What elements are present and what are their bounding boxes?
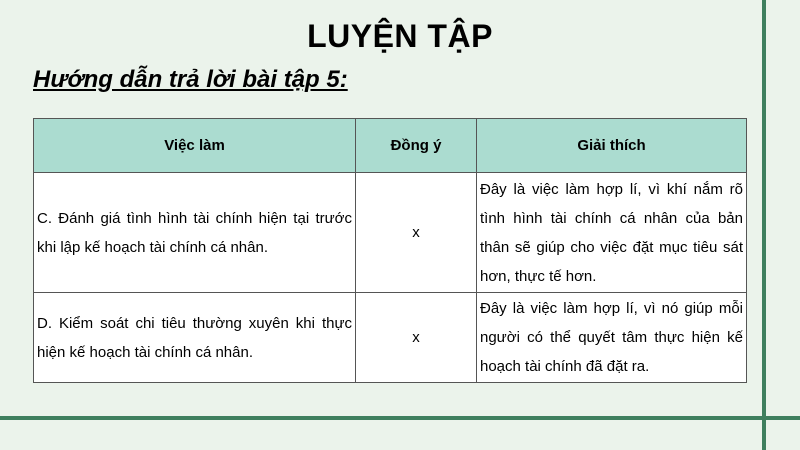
table-row (34, 293, 747, 383)
row-explanation: Đây là việc làm hợp lí, vì nó giúp mỗi người có thể quyết tâm thực hiện kế hoạch tài chính đã đặt ra. (477, 293, 747, 383)
row-agree-mark: x (356, 293, 477, 383)
row-agree-mark: x (356, 173, 477, 293)
header-explanation: Giải thích (477, 119, 747, 173)
table-header-row (34, 119, 747, 173)
exercise-subtitle: Hướng dẫn trả lời bài tập 5: (33, 66, 348, 93)
page-title: LUYỆN TẬP (307, 18, 493, 54)
row-action: D. Kiểm soát chi tiêu thường xuyên khi thực hiện kế hoạch tài chính cá nhân. (34, 293, 356, 383)
table-row (34, 173, 747, 293)
row-explanation: Đây là việc làm hợp lí, vì khí nắm rõ tình hình tài chính cá nhân của bản thân sẽ giúp cho việc đặt mục tiêu sát hơn, thực tế hơn. (477, 173, 747, 293)
vertical-accent-line (762, 0, 766, 450)
answer-table (33, 118, 747, 383)
header-action: Việc làm (34, 119, 356, 173)
horizontal-accent-line (0, 416, 800, 420)
header-agree: Đồng ý (356, 119, 477, 173)
row-action: C. Đánh giá tình hình tài chính hiện tại trước khi lập kế hoạch tài chính cá nhân. (34, 173, 356, 293)
